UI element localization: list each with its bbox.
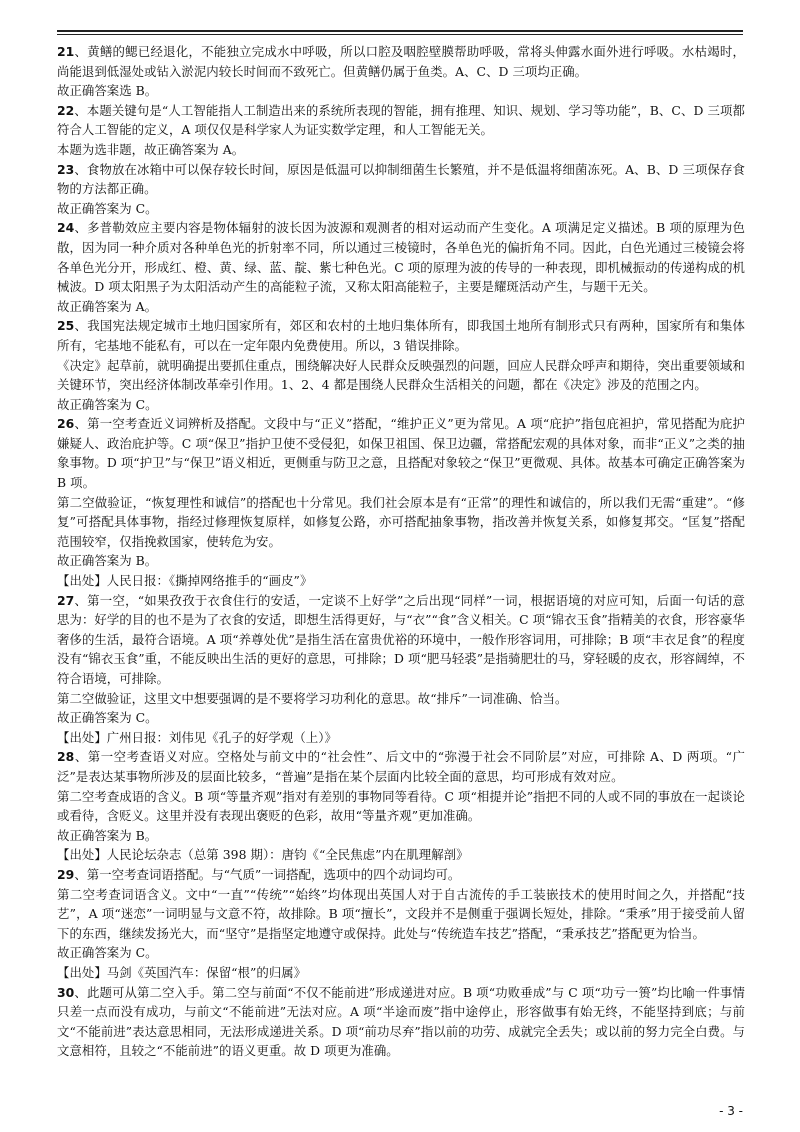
question-number: 29 (57, 866, 75, 882)
paragraph-text: 、我国宪法规定城市土地归国家所有，郊区和农村的土地归集体所有，即我国土地所有制形式只有两种，国家所有和集体所有，宅基地不能私有，可以在一定年限内免费使用。所以，3 错误排除。 (57, 318, 745, 353)
question-number: 26 (57, 416, 75, 432)
paragraph (57, 140, 745, 160)
answer-explanations (57, 42, 745, 1061)
paragraph (57, 297, 745, 317)
paragraph (57, 591, 745, 689)
page-number: - 3 - (719, 1104, 743, 1118)
paragraph (57, 826, 745, 846)
paragraph (57, 42, 745, 81)
question-number: 22 (57, 102, 75, 118)
paragraph-text: 【出处】人民日报：《撕掉网络推手的“画皮”》 (57, 573, 313, 589)
paragraph-text: 、黄鳝的鳃已经退化，不能独立完成水中呼吸，所以口腔及咽腔壁膜帮助呼吸，常将头伸露水面外进行呼吸。水枯竭时，尚能退到低湿处或钻入淤泥内较长时间而不致死亡。但黄鳝仍属于鱼类。A、C、D 三项均正确。 (57, 44, 745, 79)
paragraph (57, 101, 745, 140)
paragraph (57, 728, 745, 748)
header-rule-thin (57, 34, 743, 35)
paragraph (57, 551, 745, 571)
paragraph (57, 708, 745, 728)
paragraph-text: 、第一空考查近义词辨析及搭配。文段中与“正义”搭配，“维护正义”更为常见。A 项“庇护”指包庇袒护，常见搭配为庇护嫌疑人、政治庇护等。C 项“保卫”指护卫使不受侵犯，如保卫祖国、保卫边疆，常搭配宏观的具体对象，而非“正义”之类的抽象事物。D 项“护卫”与“保卫”语义相近，更侧重与防卫之意，且搭配对象较之“保卫”更微观、具体。故基本可确定正确答案为 B 项。 (57, 416, 745, 491)
paragraph (57, 316, 745, 355)
header-rule (57, 30, 743, 32)
paragraph (57, 493, 745, 552)
paragraph-text: 本题为选非题，故正确答案为 A。 (57, 141, 245, 157)
paragraph-text: 、第一空，“如果孜孜于衣食住行的安适，一定谈不上好学”之后出现“同样”一词，根据语境的对应可知，后面一句话的意思为：好学的目的也不是为了衣食的安适，即想生活得更好，与“衣”“食”含义相关。C 项“锦衣玉食”指精美的衣食，形容豪华奢侈的生活，最符合语境。A 项“养尊处优”是指生活在富贵优裕的环境中，一般作形容词用，可排除；B 项“丰衣足食”的程度没有“锦衣玉食”重，不能反映出生活的更好的意思，可排除；D 项“肥马轻裘”是指骑肥壮的马，穿轻暖的皮衣，形容阔绰，不符合语境，可排除。 (57, 592, 745, 686)
question-number: 30 (57, 984, 75, 1000)
paragraph-text: 故正确答案选 B。 (57, 83, 158, 99)
paragraph-text: 、食物放在冰箱中可以保存较长时间，原因是低温可以抑制细菌生长繁殖，并不是低温将细菌冻死。A、B、D 三项保存食物的方法都正确。 (57, 161, 745, 197)
paragraph (57, 747, 745, 786)
paragraph-text: 第二空做验证，这里文中想要强调的是不要将学习功利化的意思。故“排斥”一词准确、恰当。 (57, 690, 568, 706)
question-number: 27 (57, 592, 75, 608)
paragraph (57, 983, 745, 1061)
question-number: 21 (57, 44, 75, 59)
paragraph (57, 845, 745, 865)
paragraph (57, 865, 745, 885)
paragraph-text: 故正确答案为 B。 (57, 827, 158, 843)
paragraph-text: 【出处】广州日报：刘伟见《孔子的好学观（上）》 (57, 729, 337, 745)
paragraph (57, 395, 745, 415)
question-number: 25 (57, 318, 75, 334)
question-number: 24 (57, 220, 75, 236)
paragraph-text: 、多普勒效应主要内容是物体辐射的波长因为波源和观测者的相对运动而产生变化。A 项满足定义描述。B 项的原理为色散，因为同一种介质对各种单色光的折射率不同，所以通过三棱镜时，各单色光的偏折角不同。因此，白色光通过三棱镜会将各单色光分开，形成红、橙、黄、绿、蓝、靛、紫七种色光。C 项的原理为波的传导的一种表现，即机械振动的传递构成的机械波。D 项太阳黑子为太阳活动产生的高能粒子流，又称太阳高能粒子，主要是耀斑活动产生，与题干无关。 (57, 220, 745, 295)
paragraph-text: 第二空做验证，“恢复理性和诚信”的搭配也十分常见。我们社会原本是有“正常”的理性和诚信的，所以我们无需“重建”。“修复”可搭配具体事物，指经过修理恢复原样，如修复公路，亦可搭配抽象事物，指改善并恢复关系，如修复邦交。“匡复”搭配范围较窄，仅指挽救国家，使转危为安。 (57, 494, 745, 549)
paragraph (57, 571, 745, 591)
paragraph-text: 故正确答案为 C。 (57, 945, 158, 961)
paragraph-text: 故正确答案为 A。 (57, 298, 158, 314)
paragraph-text: 《决定》起草前，就明确提出要抓住重点，围绕解决好人民群众反映强烈的问题，回应人民群众呼声和期待，突出重要领域和关键环节，突出经济体制改革牵引作用。1、2、4 都是围绕人民群众生活相关的问题，都在《决定》涉及的范围之内。 (57, 357, 745, 393)
paragraph (57, 787, 745, 826)
paragraph (57, 414, 745, 492)
paragraph-text: 故正确答案为 C。 (57, 396, 158, 412)
paragraph-text: 故正确答案为 B。 (57, 553, 158, 569)
paragraph (57, 356, 745, 395)
paragraph-text: 故正确答案为 C。 (57, 710, 158, 726)
paragraph (57, 689, 745, 709)
paragraph-text: 故正确答案为 C。 (57, 200, 158, 216)
question-number: 23 (57, 161, 75, 177)
paragraph-text: 【出处】马剑《英国汽车：保留“根”的归属》 (57, 964, 307, 980)
paragraph-text: 、此题可从第二空入手。第二空与前面“不仅不能前进”形成递进对应。B 项“功败垂成”与 C 项“功亏一篑”均比喻一件事情只差一点而没有成功，与前文“不能前进”无法对应。A 项“半途而废”指中途停止，形容做事有始无终，不能坚持到底；与前文“不能前进”表达意思相同，无法形成递进关系。D 项“前功尽弃”指以前的功劳、成就完全丢失；或以前的努力完全白费。与文意相符，且较之“不能前进”的语义更重。故 D 项更为准确。 (57, 984, 745, 1059)
paragraph (57, 160, 745, 199)
paragraph (57, 885, 745, 944)
paragraph (57, 218, 745, 296)
paragraph (57, 963, 745, 983)
paragraph-text: 【出处】人民论坛杂志（总第 398 期）：唐钧《“全民焦虑”内在肌理解剖》 (57, 847, 469, 863)
paragraph-text: 、第一空考查语义对应。空格处与前文中的“社会性”、后文中的“弥漫于社会不同阶层”对应，可排除 A、D 两项。“广泛”是表达某事物所涉及的层面比较多，“普遍”是指在某个层面内比较全面的意思，均可形成有效对应。 (57, 749, 745, 784)
paragraph-text: 第二空考查词语含义。文中“一直”“传统”“始终”均体现出英国人对于自古流传的手工装嵌技术的使用时间之久，并搭配“技艺”，A 项“迷恋”一词明显与文意不符，故排除。B 项“擅长”，文段并不是侧重于强调长短处，排除。“秉承”用于接受前人留下的东西，继续发扬光大，而“坚守”是指坚定地遵守或保持。此处与“传统造车技艺”搭配，“秉承技艺”搭配更为恰当。 (57, 886, 745, 941)
paragraph (57, 81, 745, 101)
paragraph-text: 第二空考查成语的含义。B 项“等量齐观”指对有差别的事物同等看待。C 项“相提并论”指把不同的人或不同的事放在一起谈论或看待，含贬义。这里并没有表现出褒贬的色彩，故用“等量齐观”更加准确。 (57, 788, 745, 824)
paragraph-text: 、第一空考查词语搭配。与“气质”一词搭配，选项中的四个动词均可。 (74, 866, 461, 882)
question-number: 28 (57, 749, 75, 765)
paragraph (57, 199, 745, 219)
paragraph (57, 943, 745, 963)
paragraph-text: 、本题关键句是“人工智能指人工制造出来的系统所表现的智能，拥有推理、知识、规划、学习等功能”，B、C、D 三项都符合人工智能的定义，A 项仅仅是科学家人为证实数学定理，和人工智能无关。 (57, 102, 745, 138)
